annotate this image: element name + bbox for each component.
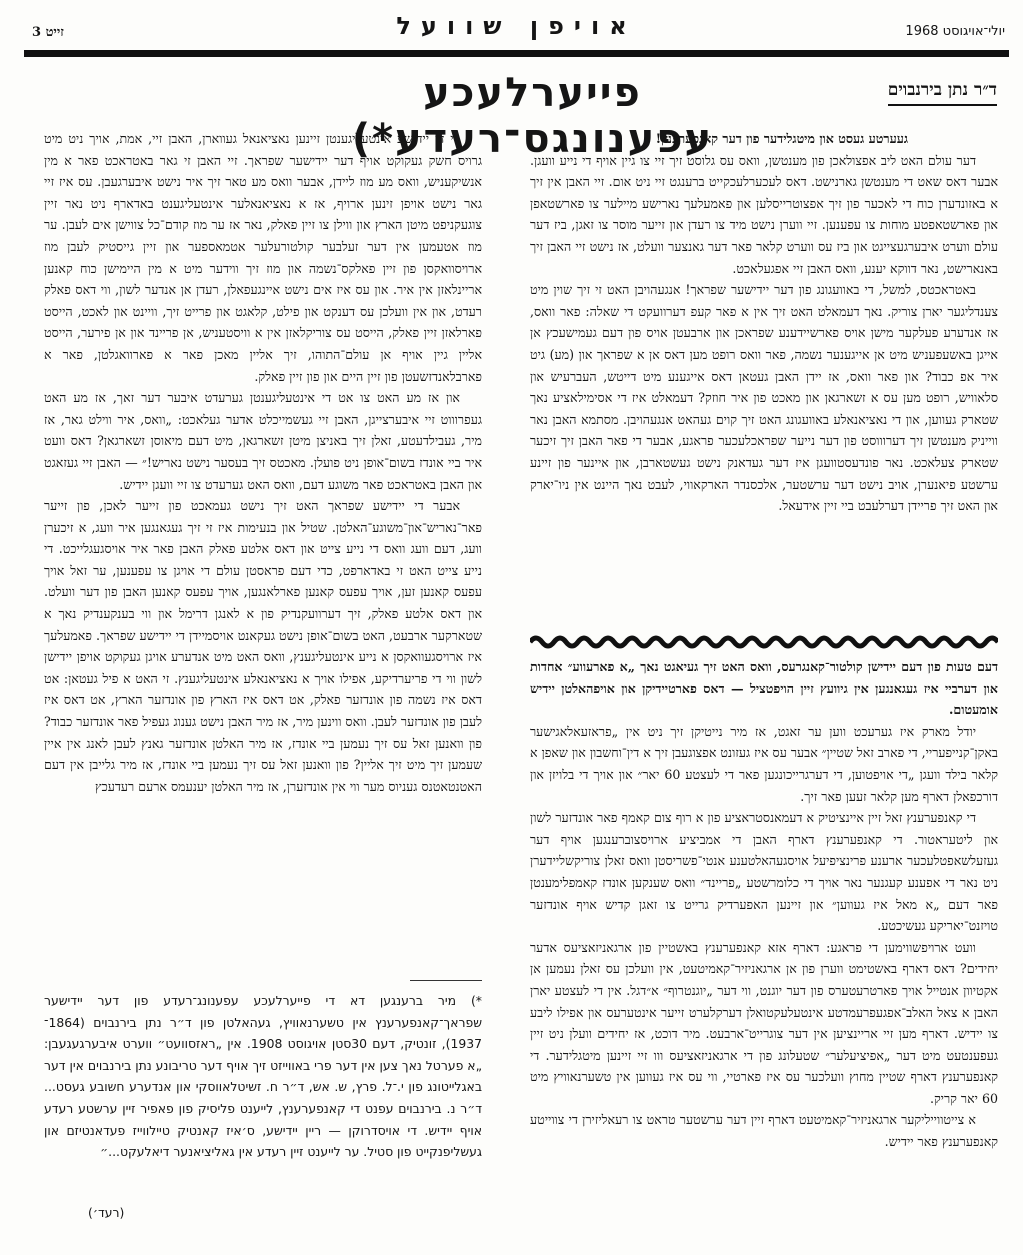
right-column-continued bbox=[530, 656, 998, 1153]
issue-date: יולי־אויגוסט 1968 bbox=[905, 24, 1005, 39]
headline: פייערלעכע עפענונגס־רעדע*) bbox=[351, 70, 714, 162]
paragraph: יודל מארק איז גערעכט ווען ער זאגט, אז מיר נייטיקן זיך ניט אין „פראזעאלאגישער באקן־קנייפעריי, די פארב זאל שטיין״ אבער עס איז געזונט אפצוגעבן זיך א דין־וחשבון און שאפן א קלאר בילד וועגן „די אויפטוען, די דערגרייכונגען פאר די לעצטע 60 יאר״ און אויך די בלויזן און דורכפאלן דארף מען קלאר זעען פאר זיך. bbox=[530, 723, 998, 804]
footnote bbox=[44, 990, 482, 1163]
masthead-rule bbox=[24, 50, 1009, 57]
paper-name: אויפן שוועל bbox=[396, 12, 637, 40]
page-number: זייט 3 bbox=[32, 25, 64, 40]
paragraph: געערטע געסט און מיטגלידער פון דער קאנפערענץ! bbox=[655, 131, 908, 146]
paragraph: באטראכטס, למשל, די באוועגונג פון דער יידישער שפראך! אנגעהויבן האט זי זיך שוין מיט צענדליגער יארן צוריק. נאך דעמאלט האט זיך אין א פאר קעפ דערוועקט די שאלה: פאר וואס, אז אנדערע פעלקער מישן אויס פארשיידענע שפראכן און ארבעטן אויס פון דעם געמישעכץ אן אייגן באשעפעניש מיט אן אייגענער נשמה, פאר וואס רופט מען דאס אן א שפראך און (מע) גיט איר אפ כבוד? און פאר וואס, אז יידן האבן געטאן דאס אייגענע מיט דייטש, העברעיש און סלאוויש, רופט מען עס א זשארגאן און מאכט פון איר חוזק? דעמאלט איז די אסימילאציע נאך שטארק געווען, און די נאציאנאלע באוועגונג האט זיך קוים געהאט אנגעהויבן. מסתמא האבן נאר ווייניק מענטשן זיך דערוווסט פון דער נייער שפראכלעכער פראגע, אבער די פאר האבן זיך זיכער שטארק צעלאכט. נאר פונדעסטוועגן איז דער געדאנק נישט געשטארבן, און איינער פון זיינע ערשטע פיאנערן, אויב נישט דער ערשטער, אלכסנדר הארקאווי, לעבט נאך היינט אין ניו־יארק און האט זיך פריידן דערלעבט ביי זיין אידעאל. bbox=[530, 282, 998, 514]
right-column bbox=[530, 128, 998, 517]
footnote-text: *) מיר ברענגען דא די פייערלעכע עפענונג־רעדע פון דער יידישער שפראך־קאנפערענץ אין טשערנאוויץ, געהאלטן פון ד״ר נתן בירנבוים (1864־1937), זונטיק, דעם 30סטן אויגוסט 1908. אין „ראזסוועט״ ווערט איבערגעגעבן: „א פערטל נאך צען אין דער פרי באווייזט זיך אויף דער טריבונע נתן בירנבוים אין דער באגלייטונג פון י.־ל. פרץ, ש. אש, ד״ר ח. זשיטלאווסקי און אנדערע חשובע געסט... ד״ר נ. בירנבוים עפנט די קאנפערענץ, לייענט פליסיק פון פאפיר זיין ערשטע רעדע אויף יידיש. די אויסדרוקן — ריין יידישע, ס׳איז קאנטיק טיילווייז פעדאנטיזם און געשליפנקייט פון סטיל. ער לייענט זיין רעדע אין גאליציאנער דיאלעקט...״ bbox=[44, 993, 482, 1160]
paragraph: ווי די יידישע אינטעליגענטן זיינען נאציאנאל געווארן, האבן זיי, אמת, אויך ניט מיט גרויס חשק געקוקט אויף דער יידישער שפראך. זיי האבן זי גאר באטראכט פאר א מין אנשיקעניש, וואס מע מוז ליידן, אבער וואס מע טאר זיך איר נישט איבערגעבן. עס איז זיי גאר נישט אויפן זינען ארויף, אז א נאציאנאלער אינטעליגענט באדארף ניט נאר זיין צוגעקניפט מיטן הארץ און ווילן צו זיין פאלק, נאר אז ער מוז קודם־כל צווישן אים לעבן. ער מוז אטעמען אין דער זעלבער קולטורעלער אטמאספער און זיין גייסטיק לעבן מוז ארויסוואקסן פון זיין פאלקס־נשמה און מוז זיך ווידער מיט א מין היימישן כוח קאנען אריינלאזן אין איר. און עס איז אים נישט איינגעפאלן, רעדן אן אנדער לשון, ווי דאס פאלק רעדט, און אין וועלכן עס דענקט און פילט, קלאגט און פרייט זיך, וויינט און לאכט, הייסט פארלאזן זיין פאלק, הייסט עס צוריקלאזן אין א וויסטעניש, אן פריינד און אן פירער, הייסט אליין גיין אויף אן עולם־התוהו, זיך אליין מאכן פאר א פארוואגלטן, פאר א פארבלאנדזשעטן פון זיין היים און פון זיין פאלק. bbox=[44, 131, 482, 384]
paragraph: דער עולם האט ליב אפצולאכן פון מענטשן, וואס עס גלוסט זיך זיי צו גיין אויף די נייע וועגן. אבער דאס שאט די מענטשן גארנישט. דאס לעכערלעכקייט ברענגט זיי ניט אום. זיי האבן אין זיך א באזונדערן כוח די לאכער פון זיך אפצוטרייסלען און פאמעלעך נארישע מיילער צו פארשטאפן און פארשטאפטע מוחות צו עפענען. זיי ווערן נישט מיד צו רעדן און זייער מוסר צו זאגן, ביז דער עולם ווערט איבערגעצייגט און ביז עס ווערט קלאר פאר דער גאנצער וועלט, אז נישט זיי האבן זיך באנארישט, נאר דווקא יענע, וואס האבן זיי אפגעלאכט. bbox=[530, 152, 998, 276]
paragraph: א צייטווייליקער ארגאניזיר־קאמיטעט דארף זיין דער ערשטער טראט צו רעאליזירן די צווייטע קאנפערענץ פאר יידיש. bbox=[530, 1112, 998, 1150]
masthead bbox=[24, 8, 1009, 48]
paragraph: און אז מע האט צו אט די אינטעליגענטן גערעדט איבער דער זאך, אז מע האט געפרוווט זיי איבערצייגן, האבן זיי געשמייכלט אדער געלאכט: „וואס, איר ווילט גאר, אז מיר, געבילדעטע, זאלן זיך באניצן מיטן זשארגאן, מיט דעם מיאוסן זשארגאן? דאס וועט איר ביי אונדז בשום־אופן ניט פועלן. מאכטס זיך בעסער נישט נאריש!״ — האבן זיי געזאגט און האבן באטראכט פאר משוגע דעם, וואס האט גערעדט צו זיי וועגן יידיש. bbox=[44, 390, 482, 492]
wave-divider bbox=[530, 634, 998, 650]
paragraph: אבער די יידישע שפראך האט זיך נישט געמאכט פון זייער לאכן, פון זייער פאר־נאריש־און־משוגע־האלטן. שטיל און בנעימות איז זי זיך געגאנגען איר וועג, א זיכערן וועג, דעם וועג וואס די נייע צייט און דאס אלטע פאלק האבן פאר איר אויסגעגלייכט. די נייע צייט האט זי באדארפט, כדי דעם פראסטן עולם די אויגן צו עפענען, ער זאל אויך עפעס קאנען זען, אויך עפעס קאנען פארלאנגען, אויך עפעס קאנען האבן פון דער וועלט. און דאס אלטע פאלק, זיך דערוועקנדיק פון א לאנגן דרימל און ווי בענקענדיק נאך א שטארקער ארבעט, האט בשום־אופן נישט געקאנט אויסמיידן די יידישע שפראך. פאמעלעך איז ארויסגעוואקסן א נייע אינטעליגענץ, וואס האט מיט אנדערע אויגן געקוקט אויפן יידישן לשון ווי די פריערדיקע, אפילו אויך א נאציאנאלע אינטעליגענץ. זי האט א פיל געטאן: אט דאס איז נשמה פון אונדזער פאלק, אט דאס איז הארץ פון אונדזער הארץ, אט דאס איז לעבן פון אונדזער לעבן. וואס ווינען מיר, אז מיר האבן נישט גענוג געפיל פאר אונדזער כבוד? פון וואנען זאל עס זיך נעמען ביי אונדז, אז מיר האלטן אונדזער גאנץ לעבן לאנג אין איין שעמען זיך מיט זיך אליין? פון וואנען זאל עס זיך נעמען ביי אונדז, אז מיר גלייבן אין דעם האטנטאטנס געניוס מער ווי אין אונדזערן, אז מיר האלטן יענעמס ארעם רעדעכץ bbox=[44, 498, 482, 794]
paragraph: דעם טעות פון דעם יידישן קולטור־קאנגרעס, וואס האט זיך געיאגט נאך „א פארעווע״ אחדות און דערביי איז געגאנגען אין גיוועץ זיין הויפטציל — דאס פארטיידיקן און אויפהאלטן יידיש אומעטום. bbox=[530, 659, 998, 718]
paragraph: די קאנפערענץ זאל זיין איינציטיק א דעמאנסטראציע פון א רוף צום קאמף פאר אונדזער לשון און ליטעראטור. די קאנפערענץ דארף האבן די אמביציע ארויסצוברענגען אויף דער געזעלשאפטלעכער ארענע פרינציפיעל אויסגעהאלטענע אנטי־פשריסטן וואס זאלן צוריקשליידערן ניט נאר די אפענע קעגנער נאר אויך די כלומרשטע „פריינד״ וואס שענקען אונדז קאמפלימענטן פאר דעם „א מאל איז געווען״ און זיינען האפערדיק גרייט צו זאגן קדיש אויף אונדזער טויזנט־יאריקע געשיכטע. bbox=[530, 810, 998, 934]
editor-note: (רעד׳) bbox=[88, 1205, 125, 1220]
footnote-divider bbox=[410, 980, 482, 981]
byline: ד״ר נתן בירנבוים bbox=[888, 80, 997, 106]
paragraph: וועט ארויפשווימען די פראגע: דארף אזא קאנפערענץ באשטיין פון ארגאניזאציעס אדער יחידים? דאס דארף באשטימט ווערן פון אן ארגאניזיר־קאמיטעט, אין וועלכן עס זאלן נעמען אן אקטיוון אנטייל אויך פארטרעטערס פון דער יוגנט, ווי דער „יוגנטרוף״ א״דגל. אין די לעצטע יארן האבן א צאל האלב־אפגעפרעמדטע אינטעלעקטואלן דערקלערט זייער אינטערעס און אפילו ליבע צו יידיש. דארף מען זיי אריינציען אין דער צוגרייט־ארבעט. מיר דוכט, אז יחידים וועלן ניט זיין געפענטעט מיט דער „אפיציעלער״ שטעלונג פון די ארגאניזאציעס ווו זיי זיינען מיטגלידער. די קאנפערענץ דארף שטיין מחוץ וועלכער עס איז פארטיי, ווי עס איז געווען אין טשערנאוויץ מיט 60 יאר קריק. bbox=[530, 939, 998, 1106]
left-column bbox=[44, 128, 482, 797]
